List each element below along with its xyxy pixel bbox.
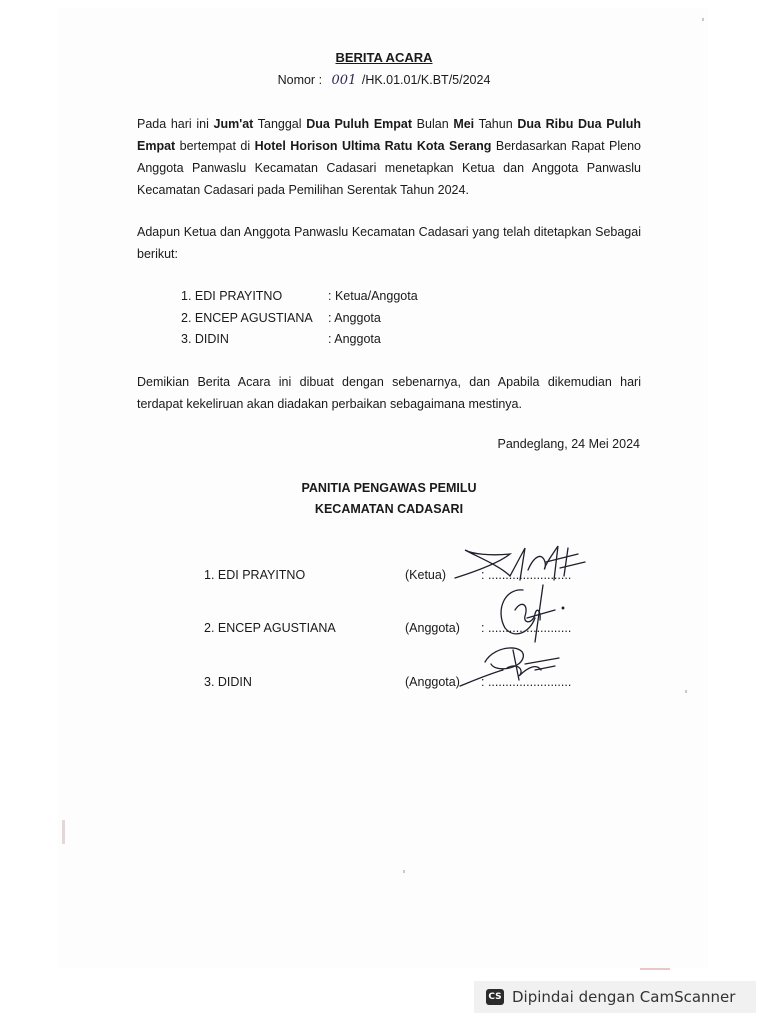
member-role: : Anggota — [328, 332, 381, 346]
signatory-role: (Ketua) — [405, 568, 446, 582]
member-name: 2. ENCEP AGUSTIANA — [181, 311, 313, 325]
p1-venue: Hotel Horison Ultima Ratu Kota Serang — [254, 139, 492, 153]
camscanner-badge — [474, 981, 756, 1013]
signature-line: : ........................ — [481, 621, 572, 635]
nomor-suffix: /HK.01.01/K.BT/5/2024 — [361, 73, 491, 87]
member-role: : Ketua/Anggota — [328, 289, 418, 303]
scan-speck — [403, 870, 405, 873]
camscanner-logo-icon: CS — [486, 989, 504, 1005]
p1-text: Tanggal — [253, 117, 307, 131]
p1-year: Dua Ribu Dua Puluh Empat — [137, 117, 641, 153]
member-name: 3. DIDIN — [181, 332, 229, 346]
closing-paragraph: Demikian Berita Acara ini dibuat dengan sebenarnya, dan Apabila dikemudian hari terdapat kekeliruan akan diadakan perbaikan sebagaimana mestinya. — [137, 375, 641, 411]
signature-3-drawing — [455, 640, 575, 690]
nomor-handwritten: 001 — [331, 73, 357, 88]
p1-text: Bulan — [412, 117, 454, 131]
member-row — [181, 311, 313, 325]
scan-edge-mark — [640, 968, 670, 970]
scan-edge-mark — [62, 820, 65, 844]
member-name: 1. EDI PRAYITNO — [181, 289, 283, 303]
p1-text: Berdasarkan Rapat Pleno Anggota Panwaslu Kecamatan Cadasari menetapkan Ketua dan Anggota Panwaslu Kecamatan Cadasari pada Pemilihan Serentak Tahun 2024. — [137, 139, 641, 197]
camscanner-label: Dipindai dengan CamScanner — [512, 988, 736, 1006]
signatory-name: 2. ENCEP AGUSTIANA — [204, 621, 336, 635]
p1-text: Pada hari ini — [137, 117, 214, 131]
signatory-name: 1. EDI PRAYITNO — [204, 568, 306, 582]
signatory-role: (Anggota) — [405, 621, 460, 635]
document-number — [0, 73, 768, 88]
signatory-name: 3. DIDIN — [204, 675, 252, 689]
document-title: BERITA ACARA — [335, 50, 433, 65]
p1-text: bertempat di — [175, 139, 255, 153]
signature-2-drawing — [485, 580, 575, 645]
p1-text: Tahun — [474, 117, 518, 131]
p1-date: Dua Puluh Empat — [306, 117, 413, 131]
member-row — [181, 289, 282, 303]
committee-line-2: KECAMATAN CADASARI — [314, 502, 464, 516]
scan-speck — [685, 690, 687, 693]
nomor-label: Nomor : — [277, 73, 323, 87]
members-intro-paragraph: Adapun Ketua dan Anggota Panwaslu Kecamatan Cadasari yang telah ditetapkan Sebagai berikut: — [137, 225, 641, 261]
signatory-role: (Anggota) — [405, 675, 460, 689]
member-row — [181, 332, 229, 346]
signature-line: : ........................ — [481, 568, 572, 582]
opening-paragraph — [137, 113, 641, 201]
signature-line: : ........................ — [481, 675, 572, 689]
member-role: : Anggota — [328, 311, 381, 325]
committee-line-1: PANITIA PENGAWAS PEMILU — [301, 481, 477, 495]
scan-speck — [702, 18, 704, 21]
p1-month: Mei — [453, 117, 475, 131]
p1-day: Jum'at — [213, 117, 254, 131]
place-date: Pandeglang, 24 Mei 2024 — [497, 437, 640, 451]
